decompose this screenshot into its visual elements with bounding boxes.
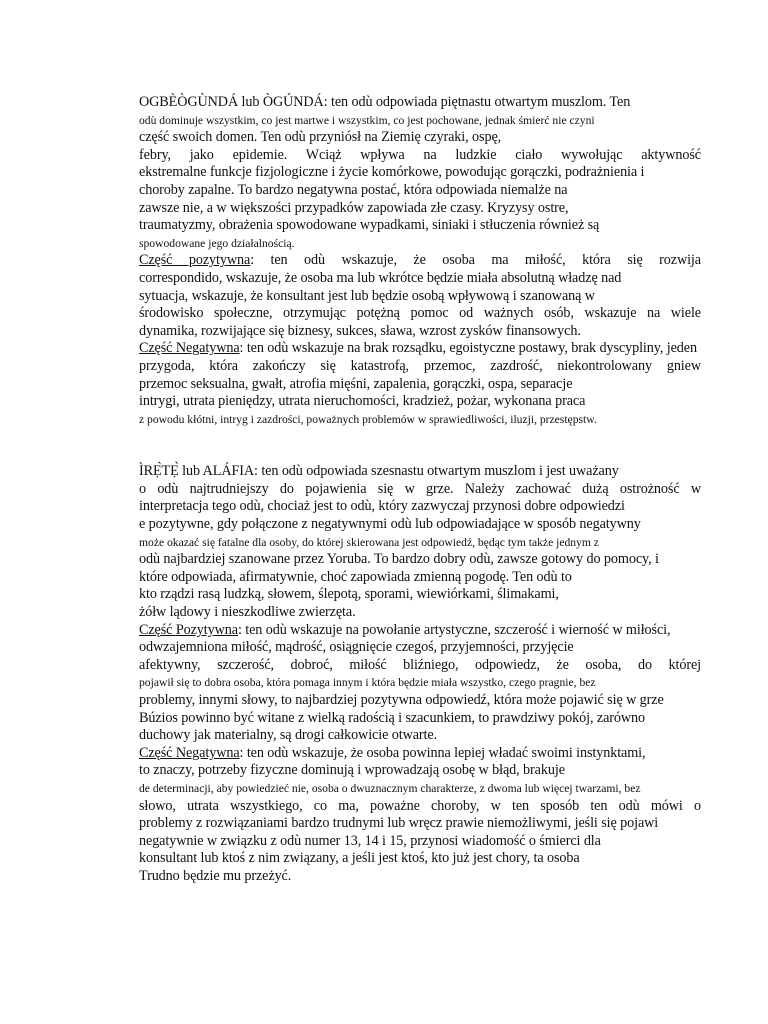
text-run: interpretacja tego odù, chociaż jest to odù, który zazwyczaj przynosi dobre odpowiedzi	[139, 498, 625, 515]
text-run: to znaczy, potrzeby fizyczne dominują i wprowadzają osobę w błąd, brakuje	[139, 762, 565, 779]
text-run: przygoda, która zakończy się katastrofą, przemoc, zazdrość, niekontrolowany gniew	[139, 357, 701, 374]
text-run: ÌRẸ̀TẸ̀ lub ALÁFIA: ten odù odpowiada szesnastu otwartym muszlom i jest uważany	[139, 463, 619, 480]
text-line	[139, 798, 701, 816]
text-line	[139, 692, 701, 710]
text-run: pojawił się to dobra osoba, która pomaga innym i która będzie miała wszystko, czego pragnie, bez	[139, 676, 596, 690]
text-run: odù dominuje wszystkim, co jest martwe i wszystkim, co jest pochowane, jednak śmierć nie czyni	[139, 113, 595, 127]
text-line	[139, 235, 701, 253]
text-line	[139, 463, 701, 481]
text-line	[139, 586, 701, 604]
text-line	[139, 288, 701, 306]
text-run: żółw lądowy i nieszkodliwe zwierzęta.	[139, 604, 356, 621]
text-run: e pozytywne, gdy połączone z negatywnymi odù lub odpowiadające w sposób negatywny	[139, 516, 641, 533]
text-line	[139, 569, 701, 587]
text-line	[139, 147, 701, 165]
text-line	[139, 358, 701, 376]
text-line	[139, 534, 701, 552]
text-run: : ten odù wskazuje na brak rozsądku, egoistyczne postawy, brak dyscypliny, jeden	[239, 340, 697, 357]
text-line	[139, 710, 701, 728]
text-line	[139, 551, 701, 569]
text-line	[139, 639, 701, 657]
text-run: dynamika, rozwijające się biznesy, sukces, sława, wzrost zysków finansowych.	[139, 322, 581, 339]
text-line	[139, 498, 701, 516]
text-run: duchowy jak materialny, są drogi całkowicie otwarte.	[139, 727, 438, 744]
text-line	[139, 340, 701, 358]
text-line	[139, 252, 701, 270]
text-line	[139, 323, 701, 341]
document-page	[139, 94, 701, 886]
text-run: afektywny, szczerość, dobroć, miłość bliźniego, odpowiedz, że osoba, do której	[139, 656, 701, 673]
text-run: : ten odù wskazuje, że osoba powinna lepiej władać swoimi instynktami,	[239, 744, 646, 761]
odu-section	[139, 463, 701, 885]
text-line	[139, 270, 701, 288]
underlined-heading: Część Negatywna	[139, 744, 240, 761]
text-line	[139, 657, 701, 675]
text-run: choroby zapalne. To bardzo negatywna postać, która odpowiada niemalże na	[139, 181, 568, 198]
text-run: de determinacji, aby powiedzieć nie, osoba o dwuznacznym charakterze, z dwoma lub więcej twarzami, bez	[139, 781, 641, 795]
text-run: ekstremalne funkcje fizjologiczne i życie komórkowe, powodując gorączki, podrażnienia i	[139, 164, 645, 181]
text-line	[139, 745, 701, 763]
text-line	[139, 200, 701, 218]
underlined-heading: Część Pozytywna	[139, 621, 238, 638]
text-run: negatywnie w związku z odù numer 13, 14 i 15, przynosi wiadomość o śmierci dla	[139, 832, 601, 849]
text-run: correspondido, wskazuje, że osoba ma lub wkrótce będzie miała absolutną władzę nad	[139, 269, 622, 286]
text-run: może okazać się fatalne dla osoby, do której skierowana jest odpowiedź, będąc tym także jednym z	[139, 535, 599, 549]
text-line	[139, 674, 701, 692]
text-run: : ten odù wskazuje na powołanie artystyczne, szczerość i wierność w miłości,	[237, 621, 671, 638]
text-line	[139, 217, 701, 235]
text-run: : ten odù wskazuje, że osoba ma miłość, która się rozwija	[250, 252, 701, 269]
text-run: Búzios powinno być witane z wielką radością i szacunkiem, to prawdziwy pokój, zarówno	[139, 709, 646, 726]
text-line	[139, 833, 701, 851]
text-run: które odpowiada, afirmatywnie, choć zapowiada zmienną pogodę. Ten odù to	[139, 568, 572, 585]
text-line	[139, 94, 701, 112]
text-line	[139, 411, 701, 429]
text-run: Trudno będzie mu przeżyć.	[139, 867, 292, 884]
text-run: słowo, utrata wszystkiego, co ma, poważne choroby, w ten sposób ten odù mówi o	[139, 797, 701, 814]
text-line	[139, 727, 701, 745]
text-run: problemy z rozwiązaniami bardzo trudnymi lub wręcz prawie niemożliwymi, jeśli się pojawi	[139, 815, 659, 832]
text-line	[139, 815, 701, 833]
text-line	[139, 481, 701, 499]
text-run: przemoc seksualna, gwałt, atrofia mięśni, zapalenia, gorączki, ospa, separacje	[139, 375, 573, 392]
underlined-heading: Część pozytywna	[139, 252, 251, 269]
text-line	[139, 516, 701, 534]
text-run: problemy, innymi słowy, to najbardziej pozytywna odpowiedź, która może pojawić się w grze	[139, 692, 664, 708]
text-run: o odù najtrudniejszy do pojawienia się w grze. Należy zachować dużą ostrożność w	[139, 480, 701, 497]
text-run: odwzajemniona miłość, mądrość, osiągnięcie czegoś, przyjemności, przyjęcie	[139, 639, 574, 656]
text-run: OGBÈÒGÙNDÁ lub ÒGÚNDÁ: ten odù odpowiada piętnastu otwartym muszlom. Ten	[139, 94, 631, 110]
text-run: zawsze nie, a w większości przypadków zapowiada złe czasy. Kryzysy ostre,	[139, 199, 569, 216]
text-line	[139, 129, 701, 147]
text-run: intrygi, utrata pieniędzy, utrata nieruchomości, kradzież, pożar, wykonana praca	[139, 393, 586, 410]
text-run: spowodowane jego działalnością.	[139, 236, 295, 250]
text-run: sytuacja, wskazuje, że konsultant jest lub będzie osobą wpływową i szanowaną w	[139, 287, 595, 304]
text-line	[139, 780, 701, 798]
text-line	[139, 762, 701, 780]
text-line	[139, 182, 701, 200]
text-line	[139, 164, 701, 182]
text-run: odù najbardziej szanowane przez Yoruba. To bardzo dobry odù, zawsze gotowy do pomocy, i	[139, 551, 659, 568]
text-run: kto rządzi rasą ludzką, słowem, ślepotą, sporami, wiewiórkami, ślimakami,	[139, 586, 559, 603]
text-run: febry, jako epidemie. Wciąż wpływa na ludzkie ciało wywołując aktywność	[139, 146, 701, 163]
text-line	[139, 112, 701, 130]
text-line	[139, 604, 701, 622]
text-run: część swoich domen. Ten odù przyniósł na Ziemię czyraki, ospę,	[139, 129, 502, 146]
text-line	[139, 868, 701, 886]
text-line	[139, 622, 701, 640]
odu-section	[139, 94, 701, 428]
text-run: traumatyzmy, obrażenia spowodowane wypadkami, siniaki i stłuczenia również są	[139, 217, 600, 234]
text-run: konsultant lub ktoś z nim związany, a jeśli jest ktoś, kto już jest chory, ta osoba	[139, 850, 580, 867]
text-line	[139, 376, 701, 394]
underlined-heading: Część Negatywna	[139, 340, 240, 357]
text-line	[139, 393, 701, 411]
text-line	[139, 305, 701, 323]
section-gap	[139, 428, 701, 463]
text-line	[139, 850, 701, 868]
text-run: środowisko społeczne, otrzymując potężną pomoc od ważnych osób, wskazuje na wiele	[139, 305, 701, 322]
text-run: z powodu kłótni, intryg i zazdrości, poważnych problemów w sprawiedliwości, iluzji, przestępstw.	[139, 412, 597, 426]
